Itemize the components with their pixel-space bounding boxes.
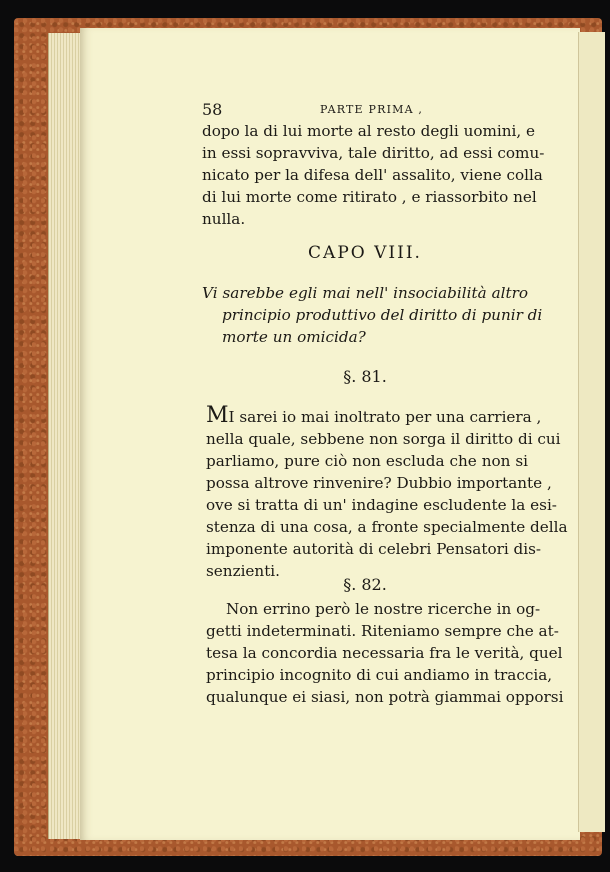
chapter-heading: CAPO VIII. bbox=[308, 243, 422, 263]
section-heading-82: §. 82. bbox=[343, 575, 387, 594]
text-line: parliamo, pure ciò non escluda che non si bbox=[206, 452, 528, 470]
text-line: Non errino però le nostre ricerche in og- bbox=[226, 600, 541, 618]
text-line: senzienti. bbox=[206, 562, 280, 580]
text-line: stenza di una cosa, a fronte specialmente della bbox=[206, 518, 568, 536]
text-line: tesa la concordia necessaria fra le verità, quel bbox=[206, 644, 563, 662]
chapter-subtitle-line: Vi sarebbe egli mai nell' insociabilità altro bbox=[202, 284, 528, 302]
text-line: getti indeterminati. Riteniamo sempre che at- bbox=[206, 622, 559, 640]
section-heading-81: §. 81. bbox=[343, 367, 387, 386]
text-line: possa altrove rinvenire? Dubbio importante , bbox=[206, 474, 552, 492]
chapter-subtitle-line: principio produttivo del diritto di punir di bbox=[222, 306, 543, 324]
text-line: nulla. bbox=[202, 210, 246, 228]
text-line: qualunque ei siasi, non potrà giammai opporsi bbox=[206, 688, 564, 706]
page-number: 58 bbox=[202, 100, 223, 119]
text-line: in essi sopravviva, tale diritto, ad essi comu- bbox=[202, 144, 545, 162]
text-line bbox=[206, 403, 542, 428]
facing-page-edge bbox=[578, 32, 605, 832]
text-line: nella quale, sebbene non sorga il diritto di cui bbox=[206, 430, 561, 448]
text-line: imponente autorità di celebri Pensatori dis- bbox=[206, 540, 542, 558]
drop-cap: M bbox=[206, 403, 229, 428]
text-line: principio incognito di cui andiamo in traccia, bbox=[206, 666, 553, 684]
running-head: PARTE PRIMA , bbox=[320, 103, 424, 116]
text-line: nicato per la difesa dell' assalito, viene colla bbox=[202, 166, 543, 184]
text-line: dopo la di lui morte al resto degli uomini, e bbox=[202, 122, 536, 140]
text-line: di lui morte come ritirato , e riassorbito nel bbox=[202, 188, 537, 206]
text-line-rest: I sarei io mai inoltrato per una carriera , bbox=[228, 408, 542, 426]
chapter-subtitle-line: morte un omicida? bbox=[222, 328, 366, 346]
text-line: ove si tratta di un' indagine escludente la esi- bbox=[206, 496, 557, 514]
page-header bbox=[202, 100, 528, 120]
